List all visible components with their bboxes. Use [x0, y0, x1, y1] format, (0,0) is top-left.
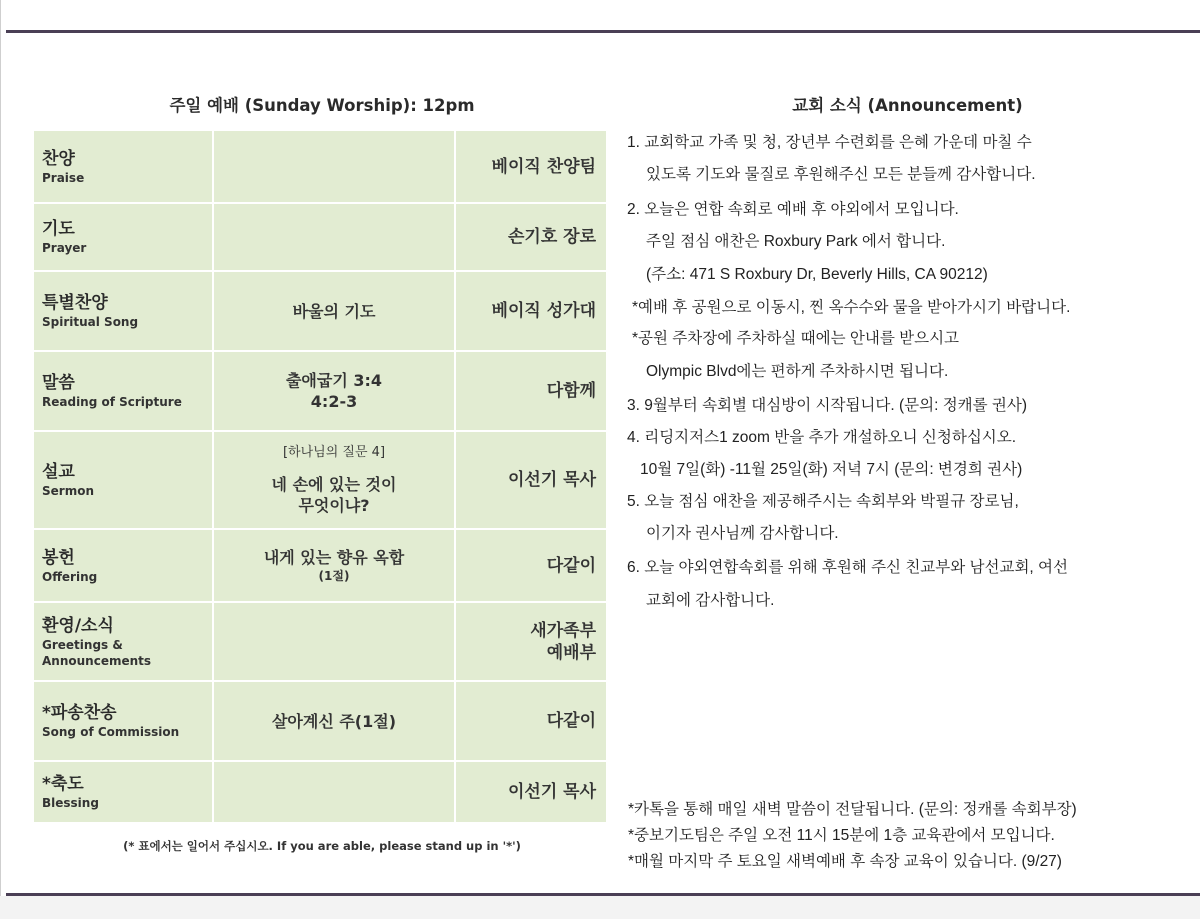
footer-notice: *중보기도팀은 주일 오전 11시 15분에 1층 교육관에서 모입니다.	[628, 827, 1055, 844]
item-kr: 기도	[42, 219, 75, 239]
item-kr: 봉헌	[42, 547, 75, 568]
item-leader: 베이직 찬양팀	[491, 156, 596, 177]
announcement-line: 6. 오늘 야외연합속회를 위해 후원해 주신 친교부와 남선교회, 여선	[627, 559, 1068, 576]
table-row	[33, 602, 607, 681]
item-leader: 다함께	[546, 381, 596, 401]
stand-instruction-note: (* 표에서는 일어서 주십시오. If you are able, please stand up in '*')	[123, 839, 521, 853]
announcement-line: *공원 주차장에 주차하실 때에는 안내를 받으시고	[632, 330, 960, 347]
announcement-line: 이기자 권사님께 감사합니다.	[646, 525, 839, 542]
item-en: Praise	[42, 170, 85, 185]
announcement-line: Olympic Blvd에는 편하게 주차하시면 됩니다.	[646, 363, 949, 380]
item-en: Greetings &	[42, 637, 123, 652]
table-row	[33, 271, 607, 351]
table-row	[33, 529, 607, 602]
item-en: Sermon	[42, 484, 94, 498]
announcement-line: (주소: 471 S Roxbury Dr, Beverly Hills, CA 90212)	[646, 266, 988, 283]
table-row	[33, 130, 607, 203]
item-leader: 손기호 장로	[507, 227, 596, 247]
announcement-line: 주일 점심 애찬은 Roxbury Park 에서 합니다.	[646, 233, 946, 250]
item-detail: 무엇이냐?	[298, 496, 370, 515]
item-leader: 베이직 성가대	[491, 301, 596, 321]
item-leader: 다같이	[546, 555, 596, 576]
item-leader: 이선기 목사	[507, 782, 596, 802]
item-detail: 4:2-3	[310, 392, 358, 411]
item-kr: *파송찬송	[42, 703, 117, 723]
item-detail: 네 손에 있는 것이	[271, 475, 397, 494]
sermon-series: [하나님의 질문 4]	[282, 445, 386, 460]
announcement-line: 4. 리딩지저스1 zoom 반을 추가 개설하오니 신청하십시오.	[627, 429, 1017, 446]
item-leader: 다같이	[546, 711, 596, 731]
announcement-line: 교회에 감사합니다.	[646, 592, 775, 609]
item-en: Reading of Scripture	[42, 395, 182, 409]
footer-notice: *카톡을 통해 매일 새벽 말씀이 전달됩니다. (문의: 정캐롤 속회부장)	[628, 801, 1077, 818]
page-left-border	[0, 0, 1, 919]
table-row	[33, 351, 607, 431]
item-kr: 설교	[42, 462, 75, 482]
announcement-line: 1. 교회학교 가족 및 청, 장년부 수련회를 은혜 가운데 마칠 수	[627, 134, 1032, 151]
item-detail: (1절)	[318, 569, 350, 583]
announcement-line: 있도록 기도와 물질로 후원해주신 모든 분들께 감사합니다.	[646, 166, 1036, 183]
announcement-line: 5. 오늘 점심 애찬을 제공해주시는 속회부와 박필규 장로님,	[627, 493, 1019, 510]
item-detail: 살아계신 주(1절)	[271, 711, 397, 731]
item-leader: 이선기 목사	[507, 470, 596, 490]
table-row	[33, 431, 607, 529]
item-en: Offering	[42, 569, 98, 584]
item-kr: 찬양	[42, 148, 75, 169]
item-kr: *축도	[42, 774, 84, 794]
item-kr: 말씀	[42, 373, 75, 393]
item-en: Announcements	[42, 653, 152, 668]
table-row	[33, 203, 607, 271]
item-en: Song of Commission	[42, 725, 180, 739]
announcement-title: 교회 소식 (Announcement)	[792, 96, 1023, 115]
item-kr: 특별찬양	[42, 293, 108, 313]
top-divider	[6, 30, 1200, 33]
worship-title: 주일 예배 (Sunday Worship): 12pm	[169, 96, 475, 115]
page-bottom-band	[0, 896, 1200, 919]
item-detail: 내게 있는 향유 옥합	[263, 548, 405, 567]
item-leader: 예배부	[546, 642, 596, 663]
announcement-line: 10월 7일(화) -11월 25일(화) 저녁 7시 (문의: 변경희 권사)	[640, 461, 1023, 478]
item-leader: 새가족부	[530, 620, 596, 641]
item-en: Blessing	[42, 796, 99, 810]
footer-notice: *매월 마지막 주 토요일 새벽예배 후 속장 교육이 있습니다. (9/27)	[628, 853, 1062, 870]
announcement-line: 3. 9월부터 속회별 대심방이 시작됩니다. (문의: 정캐롤 권사)	[627, 397, 1028, 414]
announcement-line: 2. 오늘은 연합 속회로 예배 후 야외에서 모입니다.	[627, 201, 959, 218]
table-row	[33, 761, 607, 823]
item-kr: 환영/소식	[42, 615, 114, 636]
announcement-line: *예배 후 공원으로 이동시, 찐 옥수수와 물을 받아가시기 바랍니다.	[632, 299, 1071, 316]
item-detail: 출애굽기 3:4	[285, 371, 383, 390]
item-detail: 바울의 기도	[292, 301, 376, 321]
item-en: Spiritual Song	[42, 315, 139, 329]
item-en: Prayer	[42, 241, 87, 255]
table-row	[33, 681, 607, 761]
worship-order-table	[32, 129, 608, 824]
